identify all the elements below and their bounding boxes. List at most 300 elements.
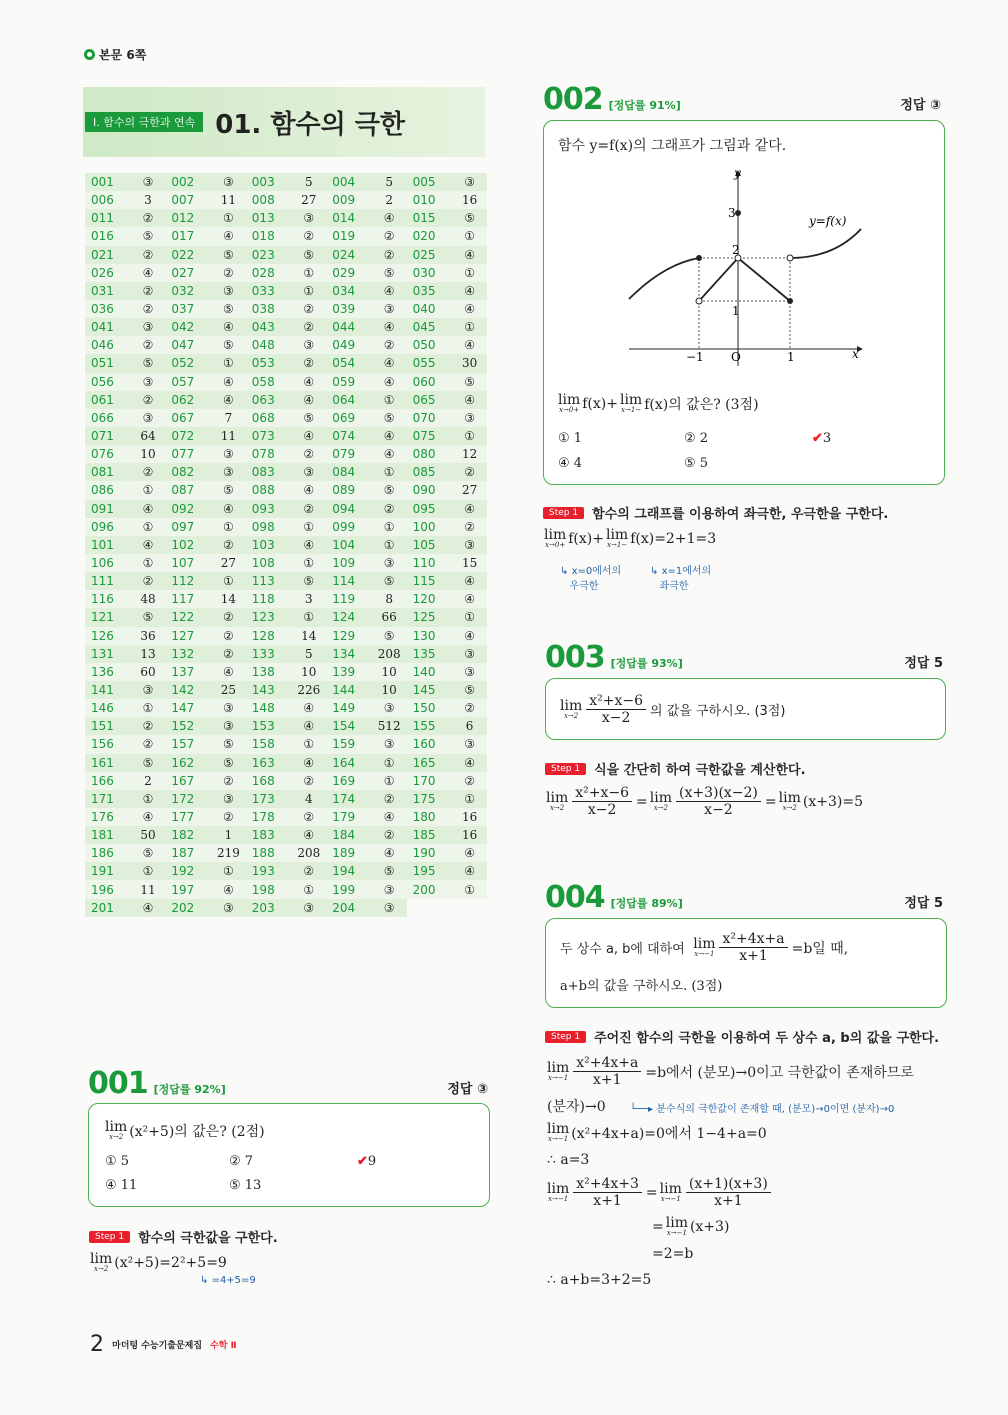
answer-cell xyxy=(85,880,165,898)
problem-answer: ③ xyxy=(303,465,315,480)
problem-number: 121 xyxy=(91,610,114,625)
q003-step xyxy=(545,759,806,778)
q004-solution-line4: ∴ a=3 xyxy=(547,1152,590,1168)
answer-cell xyxy=(85,536,165,554)
problem-number: 166 xyxy=(91,773,114,788)
chapter-badge: I. 함수의 극한과 연속 xyxy=(85,112,203,132)
correct-rate: [정답률 93%] xyxy=(610,657,683,670)
problem-number: 069 xyxy=(332,410,356,425)
answer-cell xyxy=(165,282,245,300)
answer-cell xyxy=(165,391,245,409)
answer-cell xyxy=(326,173,406,191)
answer-cell xyxy=(326,318,406,336)
problem-answer: ② xyxy=(464,773,475,788)
answer-cell xyxy=(85,264,165,282)
problem-answer: ④ xyxy=(223,374,234,389)
problem-number: 041 xyxy=(91,320,114,335)
problem-number: 111 xyxy=(91,574,114,589)
problem-answer: 4 xyxy=(304,791,313,806)
problem-answer: ② xyxy=(223,628,234,643)
answer-cell xyxy=(246,354,326,372)
problem-number: 177 xyxy=(171,809,195,824)
answer-cell xyxy=(165,463,245,481)
problem-answer: ② xyxy=(142,465,154,480)
q003-question: lim x→2 $\frac{\text{x²+x−6}}{x-2}$ 의 값을 구하시오. (3점) xyxy=(560,693,786,727)
page-reference xyxy=(84,46,146,63)
problem-answer: ① xyxy=(464,265,475,280)
problem-number: 058 xyxy=(251,374,275,389)
problem-number: 006 xyxy=(91,193,114,208)
answer-cell xyxy=(326,862,406,880)
checkmark-icon: ✔ xyxy=(357,1154,368,1169)
problem-answer: ④ xyxy=(464,628,475,643)
problem-answer: ④ xyxy=(464,846,475,861)
problem-answer: ⑤ xyxy=(303,410,315,425)
option-5: ⑤ 13 xyxy=(229,1178,262,1193)
q003-problem-box xyxy=(545,678,946,740)
answer-cell xyxy=(326,572,406,590)
problem-answer: ④ xyxy=(223,392,234,407)
problem-answer: ⑤ xyxy=(223,338,234,353)
problem-number: 127 xyxy=(171,628,195,643)
problem-number: 174 xyxy=(332,791,356,806)
answer-cell xyxy=(326,518,406,536)
problem-number: 020 xyxy=(412,229,436,244)
problem-number: 027 xyxy=(171,265,195,280)
problem-answer: ③ xyxy=(464,410,475,425)
answer-cell xyxy=(165,536,245,554)
tick-3: 3 xyxy=(728,206,736,220)
problem-answer: ④ xyxy=(464,247,475,262)
answer-cell xyxy=(326,391,406,409)
problem-number: 068 xyxy=(251,410,275,425)
problem-number: 103 xyxy=(251,537,275,552)
answer-cell xyxy=(85,354,165,372)
answer-cell xyxy=(165,844,245,862)
tick-2: 2 xyxy=(732,243,740,257)
problem-number: 052 xyxy=(171,356,195,371)
q002-question: lim x→0+ f(x)+ lim x→1− f(x)의 값은? (3점) xyxy=(558,392,759,414)
problem-number: 142 xyxy=(171,683,195,697)
problem-answer: 8 xyxy=(385,592,393,607)
problem-number: 039 xyxy=(332,302,356,317)
curve-label: y=f(x) xyxy=(809,214,847,228)
answer-cell xyxy=(85,209,165,227)
curve-right xyxy=(790,229,861,258)
problem-number: 129 xyxy=(332,628,356,643)
problem-answer: ① xyxy=(383,392,395,407)
answer-cell xyxy=(326,772,406,790)
problem-answer: ④ xyxy=(383,356,395,371)
problem-answer: ⑤ xyxy=(223,247,234,262)
problem-answer: ② xyxy=(142,302,154,317)
curve-left xyxy=(629,258,699,299)
step-badge: Step 1 xyxy=(545,1031,586,1043)
problem-answer: ④ xyxy=(303,429,315,444)
problem-answer: 16 xyxy=(461,809,478,824)
problem-answer: 1 xyxy=(224,828,233,843)
page-tag: 본문 6쪽 xyxy=(99,48,147,62)
answer-cell xyxy=(165,681,245,699)
problem-number: 151 xyxy=(91,719,114,734)
problem-number: 204 xyxy=(332,900,356,915)
problem-answer: ② xyxy=(303,501,315,516)
problem-number: 008 xyxy=(251,193,275,208)
option-2: ② 7 xyxy=(229,1154,254,1169)
answer-cell xyxy=(326,463,406,481)
problem-number: 095 xyxy=(412,501,436,516)
problem-number: 017 xyxy=(171,229,195,244)
q004-solution-line7: =2=b xyxy=(652,1246,694,1262)
q002-step xyxy=(543,503,888,522)
problem-answer: 14 xyxy=(301,628,317,643)
problem-number: 028 xyxy=(251,265,275,280)
problem-number: 092 xyxy=(171,501,195,516)
problem-answer: ② xyxy=(383,338,395,353)
answer-cell xyxy=(165,808,245,826)
problem-number: 074 xyxy=(332,429,356,444)
problem-answer: ② xyxy=(383,229,395,244)
problem-number: 133 xyxy=(251,646,275,661)
answer-cell xyxy=(85,862,165,880)
problem-number: 042 xyxy=(171,320,195,335)
problem-answer: ④ xyxy=(223,882,234,897)
answer-cell xyxy=(165,717,245,735)
answer-cell xyxy=(85,318,165,336)
answer-cell xyxy=(407,336,487,354)
problem-number: 128 xyxy=(251,628,275,643)
problem-number: 066 xyxy=(91,410,114,425)
answer-cell xyxy=(165,445,245,463)
problem-answer: 36 xyxy=(140,628,156,643)
answer-cell xyxy=(165,336,245,354)
problem-answer: ⑤ xyxy=(464,683,475,697)
answer-cell xyxy=(326,880,406,898)
problem-answer: ③ xyxy=(383,302,395,317)
step-title: 함수의 그래프를 이용하여 좌극한, 우극한을 구한다. xyxy=(592,507,889,522)
question-number: 003 xyxy=(545,640,605,675)
answer-cell xyxy=(246,536,326,554)
option-4: ④ 11 xyxy=(105,1178,138,1193)
q004-solution-line8: ∴ a+b=3+2=5 xyxy=(547,1272,652,1288)
problem-answer: ④ xyxy=(383,283,395,298)
problem-number: 181 xyxy=(91,828,114,843)
problem-number: 109 xyxy=(332,556,356,571)
problem-answer: ② xyxy=(223,265,234,280)
answer-cell xyxy=(407,608,487,626)
problem-number: 100 xyxy=(412,519,436,534)
problem-number: 088 xyxy=(251,483,275,498)
answer-cell xyxy=(246,427,326,445)
problem-number: 045 xyxy=(412,320,436,335)
problem-number: 046 xyxy=(91,338,114,353)
problem-number: 025 xyxy=(412,247,436,262)
answer-cell xyxy=(326,246,406,264)
problem-answer: ⑤ xyxy=(383,628,395,643)
function-graph xyxy=(544,121,946,486)
problem-number: 021 xyxy=(91,247,114,262)
problem-answer: ⑤ xyxy=(383,864,395,879)
answer-cell xyxy=(246,608,326,626)
problem-answer: ⑤ xyxy=(464,211,475,226)
problem-number: 078 xyxy=(251,447,275,462)
problem-number: 034 xyxy=(332,283,356,298)
problem-answer: ④ xyxy=(142,809,154,824)
q004-solution-line2: (분자)→0 xyxy=(547,1099,606,1115)
answer-cell xyxy=(326,754,406,772)
problem-number: 059 xyxy=(332,374,356,389)
answer-table xyxy=(85,173,487,917)
problem-number: 011 xyxy=(91,211,114,226)
problem-answer: ③ xyxy=(223,283,234,298)
problem-number: 120 xyxy=(412,592,436,607)
problem-answer: ② xyxy=(223,610,234,625)
problem-answer: ② xyxy=(142,211,154,226)
problem-number: 077 xyxy=(171,447,195,462)
problem-answer: ④ xyxy=(464,592,475,607)
answer-cell xyxy=(246,772,326,790)
problem-answer: ② xyxy=(142,719,154,734)
answer-cell xyxy=(407,191,487,209)
problem-answer: ④ xyxy=(464,283,475,298)
origin-label: O xyxy=(731,350,741,364)
problem-number: 191 xyxy=(91,864,114,879)
problem-answer: ③ xyxy=(303,338,315,353)
problem-answer: ③ xyxy=(464,537,475,552)
correct-rate: [정답률 89%] xyxy=(610,897,683,910)
problem-number: 203 xyxy=(251,900,275,915)
problem-answer: ③ xyxy=(223,719,234,734)
problem-answer: ④ xyxy=(303,701,315,716)
answer-cell xyxy=(326,608,406,626)
problem-number: 090 xyxy=(412,483,436,498)
answer-cell xyxy=(85,173,165,191)
problem-number: 067 xyxy=(171,410,195,425)
problem-number: 013 xyxy=(251,211,275,226)
problem-number: 054 xyxy=(332,356,356,371)
question-number: 002 xyxy=(543,82,603,117)
answer-cell xyxy=(85,409,165,427)
answer-cell xyxy=(407,500,487,518)
answer-cell xyxy=(326,481,406,499)
answer-cell xyxy=(246,391,326,409)
q004-solution-line3: lim x→−1 (x²+4x+a)=0에서 1−4+a=0 xyxy=(547,1121,767,1143)
problem-answer: ③ xyxy=(223,175,234,190)
answer-cell xyxy=(246,500,326,518)
tick-neg1: −1 xyxy=(686,350,704,364)
problem-answer: ⑤ xyxy=(383,410,395,425)
problem-answer: ① xyxy=(464,882,475,897)
answer-cell xyxy=(407,481,487,499)
answer-cell xyxy=(85,899,165,917)
answer-cell xyxy=(246,209,326,227)
problem-number: 070 xyxy=(412,410,436,425)
page-number: 2 xyxy=(90,1332,104,1357)
problem-number: 036 xyxy=(91,302,114,317)
answer-cell xyxy=(326,699,406,717)
problem-number: 113 xyxy=(251,574,275,589)
q002-prompt: 함수 y=f(x)의 그래프가 그림과 같다. xyxy=(558,138,787,154)
problem-answer: ① xyxy=(303,737,315,752)
problem-answer: 10 xyxy=(381,683,397,697)
problem-number: 143 xyxy=(251,683,275,697)
answer-cell xyxy=(246,554,326,572)
problem-answer: ② xyxy=(223,646,234,661)
problem-answer: ③ xyxy=(142,410,154,425)
problem-number: 050 xyxy=(412,338,436,353)
problem-number: 162 xyxy=(171,755,195,770)
answer-cell xyxy=(246,572,326,590)
answer-cell xyxy=(165,246,245,264)
problem-number: 169 xyxy=(332,773,356,788)
answer-cell xyxy=(165,645,245,663)
problem-answer: ⑤ xyxy=(223,483,234,498)
problem-number: 047 xyxy=(171,338,195,353)
answer-cell xyxy=(326,427,406,445)
problem-number: 124 xyxy=(332,610,356,625)
problem-answer: 27 xyxy=(461,483,478,498)
answer-cell xyxy=(165,772,245,790)
problem-number: 018 xyxy=(251,229,275,244)
problem-number: 016 xyxy=(91,229,114,244)
problem-number: 161 xyxy=(91,755,114,770)
answer-cell xyxy=(326,826,406,844)
answer-cell xyxy=(85,463,165,481)
circle-bullet-icon xyxy=(84,49,95,60)
problem-answer: 11 xyxy=(220,429,237,444)
answer-cell xyxy=(326,681,406,699)
problem-number: 049 xyxy=(332,338,356,353)
problem-number: 193 xyxy=(251,864,275,879)
problem-answer: ④ xyxy=(303,537,315,552)
problem-answer: ③ xyxy=(142,320,154,335)
answer-cell xyxy=(407,264,487,282)
problem-number: 178 xyxy=(251,809,275,824)
answer-cell xyxy=(165,173,245,191)
problem-number: 173 xyxy=(251,791,275,806)
answer-cell xyxy=(85,336,165,354)
problem-answer: 208 xyxy=(297,846,321,861)
problem-answer: ④ xyxy=(223,229,234,244)
problem-number: 172 xyxy=(171,791,195,806)
problem-number: 060 xyxy=(412,374,436,389)
answer-cell xyxy=(246,227,326,245)
q002-note-right-limit: ↳ x=0에서의 우극한 xyxy=(560,566,622,592)
problem-number: 152 xyxy=(171,719,195,734)
answer-cell xyxy=(246,264,326,282)
problem-number: 082 xyxy=(171,465,195,480)
answer-cell xyxy=(165,627,245,645)
problem-answer: ① xyxy=(303,265,315,280)
correct-rate: [정답률 92%] xyxy=(153,1083,226,1096)
answer-cell xyxy=(407,246,487,264)
answer-cell xyxy=(407,844,487,862)
answer-cell xyxy=(246,663,326,681)
problem-number: 201 xyxy=(91,900,114,915)
answer-cell xyxy=(85,227,165,245)
problem-answer: 50 xyxy=(140,828,156,843)
problem-answer: ① xyxy=(223,519,234,534)
answer-cell xyxy=(165,572,245,590)
problem-answer: ① xyxy=(142,519,154,534)
answer-cell xyxy=(246,246,326,264)
answer-cell xyxy=(165,735,245,753)
problem-answer: ④ xyxy=(142,537,154,552)
problem-number: 156 xyxy=(91,737,114,752)
problem-answer: 5 xyxy=(304,646,313,661)
problem-number: 044 xyxy=(332,320,356,335)
problem-answer: 219 xyxy=(216,846,240,861)
problem-answer: 27 xyxy=(301,193,317,208)
problem-number: 097 xyxy=(171,519,195,534)
problem-number: 061 xyxy=(91,392,114,407)
answer-cell xyxy=(246,699,326,717)
answer-cell xyxy=(246,826,326,844)
problem-answer: ③ xyxy=(223,701,234,716)
answer-cell xyxy=(85,735,165,753)
answer-cell xyxy=(407,391,487,409)
problem-number: 030 xyxy=(412,265,436,280)
problem-answer: ③ xyxy=(142,683,154,697)
q004-solution-line6: = lim x→−1 (x+3) xyxy=(652,1215,730,1237)
answer-cell xyxy=(246,481,326,499)
option-1: ① 1 xyxy=(558,431,583,446)
problem-answer: ① xyxy=(223,574,234,589)
answer-cell xyxy=(246,735,326,753)
step-badge: Step 1 xyxy=(545,763,586,775)
problem-answer: ③ xyxy=(383,556,395,571)
answer-cell xyxy=(85,663,165,681)
q001-problem-box xyxy=(88,1103,490,1207)
problem-number: 116 xyxy=(91,592,114,607)
problem-answer: ④ xyxy=(383,846,395,861)
answer-cell xyxy=(246,173,326,191)
problem-number: 149 xyxy=(332,701,356,716)
problem-answer: ④ xyxy=(464,755,475,770)
problem-number: 091 xyxy=(91,501,114,516)
problem-answer: ③ xyxy=(464,664,475,679)
answer-cell xyxy=(326,717,406,735)
answer-cell xyxy=(246,318,326,336)
answer-cell xyxy=(326,409,406,427)
problem-number: 040 xyxy=(412,302,436,317)
problem-answer: ③ xyxy=(383,701,395,716)
problem-number: 063 xyxy=(251,392,275,407)
problem-answer: ② xyxy=(303,447,315,462)
y-axis-label: y xyxy=(734,166,741,180)
problem-answer: ① xyxy=(223,864,234,879)
guide-lines xyxy=(699,258,790,349)
problem-number: 086 xyxy=(91,483,114,498)
problem-number: 131 xyxy=(91,646,114,661)
problem-answer: ④ xyxy=(142,265,154,280)
problem-number: 051 xyxy=(91,356,114,371)
curve-middle xyxy=(699,258,790,301)
problem-number: 182 xyxy=(171,828,195,843)
answer-cell xyxy=(165,191,245,209)
question-number: 001 xyxy=(88,1066,148,1101)
problem-answer: 7 xyxy=(224,410,233,425)
answer-cell xyxy=(326,554,406,572)
problem-number: 110 xyxy=(412,556,436,571)
problem-number: 136 xyxy=(91,664,114,679)
problem-answer: ③ xyxy=(223,447,234,462)
problem-number: 155 xyxy=(412,719,436,734)
problem-number: 126 xyxy=(91,628,114,643)
problem-number: 032 xyxy=(171,283,195,298)
problem-number: 200 xyxy=(412,882,436,897)
problem-number: 115 xyxy=(412,574,436,589)
